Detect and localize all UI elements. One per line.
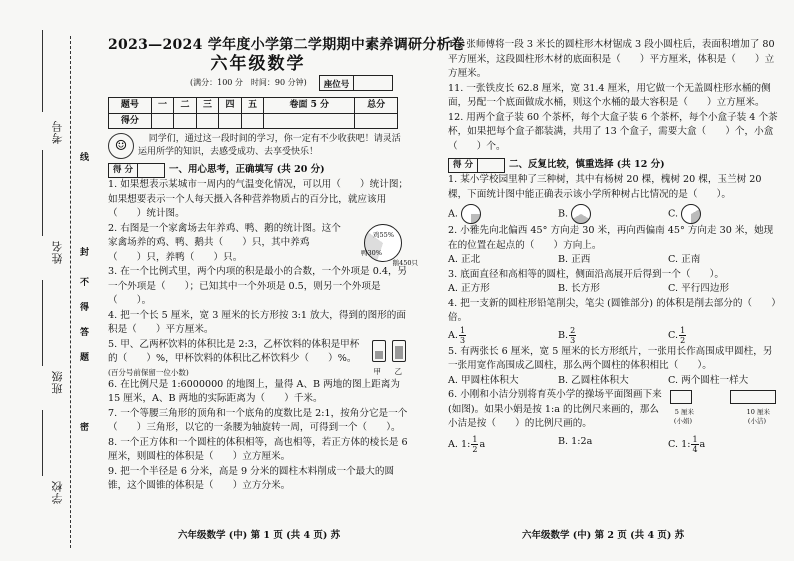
map-rect-xiaojuan (670, 390, 692, 404)
seal-char: 线 (80, 153, 90, 163)
option-a[interactable] (448, 326, 558, 345)
right-page (448, 38, 778, 454)
score-cell[interactable] (355, 113, 398, 129)
score-header-cell: 卷面 5 分 (264, 98, 355, 114)
score-header-cell: 一 (151, 98, 174, 114)
mc-question-3 (448, 268, 778, 297)
question-11 (448, 82, 778, 111)
option-c[interactable]: C. 正南 (668, 254, 701, 265)
option-a[interactable]: A. 正方形 (448, 283, 490, 294)
question-2 (108, 222, 418, 267)
option-b[interactable]: B. 正西 (558, 254, 591, 265)
denominator: 4 (692, 444, 698, 454)
section-1-header (108, 163, 408, 178)
footer-left: 六年级数学 (中) 第 1 页 (共 4 页) 苏 (178, 530, 341, 541)
option-c[interactable] (668, 204, 778, 224)
question-12 (448, 111, 778, 155)
seal-char: 得 (80, 303, 90, 313)
exam-title: 2023—2024 学年度小学第二学期期中素养调研分析卷 (108, 37, 466, 53)
question-text: 4. 把一支新的圆柱形铅笔削尖，笔尖 (圆锥部分) 的体积是削去部分的（ ）倍。 (448, 297, 776, 323)
map-label: 10 厘米 (746, 408, 770, 416)
cup-label-jia: 甲 (373, 366, 381, 376)
question-text: 1. 如果想表示某城市一周内的气温变化情况，可以用（ ）统计图；如果想要表示一个人每天摄入各种营养物质占的百分比，就应该用（ ）统计图。 (108, 179, 409, 219)
question-9 (108, 465, 408, 494)
seal-char: 答 (80, 328, 90, 338)
score-header-cell: 四 (219, 98, 242, 114)
question-text: 5. 有两张长 6 厘米，宽 5 厘米的长方形纸片，一张用长作高围成甲圆柱，另一张用宽作高围成乙圆柱，那么两个圆柱的体积相比（ ）。 (448, 345, 773, 371)
numerator: 2 (570, 325, 576, 335)
section-2-title: 二、反复比较，慎重选择 (共 12 分) (508, 159, 665, 171)
map-label: (小娟) (673, 417, 692, 425)
section-2-header (448, 158, 778, 173)
denominator: 2 (472, 444, 478, 454)
seal-char: 不 (80, 278, 90, 288)
score-cell[interactable] (174, 113, 197, 129)
section-score-box[interactable] (108, 163, 165, 178)
denominator: 3 (459, 335, 466, 345)
class-blank (42, 280, 43, 366)
question-6 (108, 378, 408, 407)
score-cell[interactable] (241, 113, 264, 129)
option-label: C. (668, 329, 679, 341)
score-cell[interactable] (264, 113, 355, 129)
fraction (459, 326, 466, 345)
question-text: 9. 把一个半径是 6 分米，高是 9 分米的圆柱木料削成一个最大的圆锥，这个圆锥的体积是（ ）立方分米。 (108, 465, 395, 491)
seal-char: 题 (80, 353, 90, 363)
pie-label-chicken: 鸡55% (373, 230, 394, 239)
numerator: 1 (680, 325, 686, 335)
score-table-header-row (109, 98, 398, 114)
question-text: 11. 一张铁皮长 62.8 厘米，宽 31.4 厘米，用它做一个无盖圆柱形水桶的侧面，另配一个底面做成水桶，则这个水桶的最大容积是（ ）立方厘米。 (448, 82, 771, 108)
fraction (691, 435, 698, 454)
cup-jia-icon (372, 340, 386, 362)
option-b[interactable] (558, 326, 668, 345)
numerator: 1 (472, 434, 478, 444)
question-5 (108, 338, 408, 378)
score-cell[interactable] (151, 113, 174, 129)
option-b[interactable]: B. 乙圆柱体积大 (558, 374, 629, 386)
denominator: 2 (680, 335, 686, 345)
class-label: 班级 (51, 370, 64, 394)
exam-no-label: 考号 (51, 120, 64, 144)
option-b[interactable]: B. 1:2a (558, 435, 593, 447)
seal-char: 封 (80, 248, 90, 258)
numerator: 1 (692, 434, 698, 444)
question-3 (108, 265, 408, 309)
question-text: 8. 一个正方体和一个圆柱的体积相等，高也相等，若正方体的棱长是 6 厘米，则圆柱的体积是（ ）立方厘米。 (108, 436, 408, 462)
name-blank (42, 150, 43, 236)
option-label: C. (668, 208, 679, 220)
exam-subtitle: 六年级数学 (210, 53, 306, 74)
question-text: 5. 甲、乙两杯饮料的体积比是 2:3，乙杯饮料的体积是甲杯的（ ）%，甲杯饮料的体积比乙杯饮料少（ ）%。 (108, 338, 360, 364)
mc-question-4 (448, 297, 778, 345)
score-box-label: 得 分 (109, 164, 138, 177)
pie-option-icon (461, 204, 481, 224)
option-b[interactable] (558, 204, 668, 224)
score-header-cell: 五 (241, 98, 264, 114)
numerator: 1 (459, 325, 466, 335)
map-rect-xiaojie (730, 390, 776, 404)
notice (108, 133, 408, 159)
score-header-cell: 三 (196, 98, 219, 114)
mc-question-1 (448, 173, 778, 224)
school-blank (42, 410, 43, 476)
denominator: 3 (570, 335, 576, 345)
mc-question-6 (448, 388, 778, 454)
cup-note: (百分号前保留一位小数) (108, 367, 189, 377)
question-text: 3. 底面直径和高相等的圆柱，侧面沿高展开后得到一个（ ）。 (448, 268, 725, 280)
score-cell[interactable] (196, 113, 219, 129)
question-text: 6. 小刚和小洁分别将育英小学的操场平面图画下来 (如图)。如果小娟是按 1:a 的比例尺来画的，那么小洁是按（ ）的比例尺画的。 (448, 389, 662, 429)
score-header-cell: 题号 (109, 98, 152, 114)
pie-option-icon (681, 204, 701, 224)
option-label: A. (448, 208, 458, 220)
option-b[interactable]: B. 长方形 (558, 283, 600, 294)
school-label: 学校 (51, 480, 64, 504)
exam-meta: (满分：100 分 时间：90 分钟) (190, 77, 307, 87)
map-label: (小洁) (747, 417, 766, 425)
pie-label-goose: 鹅450只 (392, 258, 418, 267)
question-1 (108, 178, 408, 222)
option-c[interactable] (668, 435, 778, 454)
question-text: 2. 右图是一个家禽场去年养鸡、鸭、鹅的统计图。这个家禽场养的鸡、鸭、鹅共（ ）只，其中养鸡（ ）只，养鸭（ ）只。 (108, 222, 341, 263)
score-header-cell: 总分 (355, 98, 398, 114)
fraction (569, 326, 576, 345)
option-label: C. 1: (668, 438, 691, 450)
option-label: A. (448, 329, 458, 341)
question-8 (108, 436, 408, 465)
cup-yi-icon (392, 340, 406, 362)
score-row-label: 得分 (109, 113, 152, 129)
section-1-title: 一、用心思考，正确填写 (共 20 分) (168, 164, 325, 176)
option-a[interactable] (448, 435, 558, 454)
question-text: 7. 一个等腰三角形的顶角和一个底角的度数比是 2:1，按角分它是一个（ ）三角形，以它的一条腰为轴旋转一周，可得到一个（ ）。 (108, 407, 408, 433)
option-c[interactable]: C. 平行四边形 (668, 283, 730, 294)
question-10 (448, 38, 778, 82)
fraction (679, 326, 686, 345)
question-text: 12. 用两个盒子装 60 个茶杯，每个大盒子装 6 个茶杯，每个小盒子装 4 个茶杯，如果把每个盒子都装满，共用了 13 个盒子，需要大盒（ ）个，小盒（ ）个。 (448, 111, 778, 152)
score-box-label: 得 分 (449, 159, 478, 172)
fraction (471, 435, 478, 454)
question-7 (108, 407, 408, 436)
option-a[interactable]: A. 正北 (448, 254, 481, 265)
name-label: 姓名 (51, 240, 64, 264)
option-suffix: a (699, 438, 706, 450)
footer-right: 六年级数学 (中) 第 2 页 (共 4 页) 苏 (522, 530, 685, 541)
binding-strip (0, 0, 100, 561)
question-4 (108, 309, 408, 338)
map-label: 5 厘米 (674, 408, 694, 416)
question-text: 1. 某小学校园里种了三种树，其中有杨树 20 棵，槐树 20 棵，玉兰树 20 棵，下面统计图中能正确表示该小学所种树占比情况的是（ ）。 (448, 174, 762, 200)
seal-char: 密 (80, 423, 90, 433)
seal-line (70, 36, 71, 548)
student-avatar-icon: ☺ (108, 133, 134, 159)
question-text: 10. 张师傅将一段 3 米长的圆柱形木材锯成 3 段小圆柱后，表面积增加了 80 平方厘米，这段圆柱形木材的底面积是（ ）平方厘米，体积是（ ）立方厘米。 (448, 39, 775, 79)
option-c[interactable]: C. 两个圆柱一样大 (668, 374, 749, 386)
exam-no-blank (42, 30, 43, 112)
question-text: 2. 小雅先向北偏西 45° 方向走 30 米，再向西偏南 45° 方向走 30 米，她现在的位置在起点的（ ）方向上。 (448, 225, 774, 251)
option-label: A. 1: (448, 438, 471, 450)
score-cell[interactable] (219, 113, 242, 129)
question-text: 6. 在比例尺是 1:6000000 的地图上，量得 A、B 两地的图上距离为 15 厘米，A、B 两地的实际距离为（ ）千米。 (108, 378, 400, 404)
score-table (108, 97, 398, 129)
option-c[interactable] (668, 326, 778, 345)
pie-label-duck: 鸭30% (361, 248, 382, 257)
cup-label-yi: 乙 (394, 366, 402, 376)
mc-question-2 (448, 224, 778, 268)
pie-option-icon (571, 204, 591, 224)
option-label: B. (558, 208, 569, 220)
score-table-score-row (109, 113, 398, 129)
score-header-cell: 二 (174, 98, 197, 114)
seat-number-box[interactable] (319, 75, 394, 91)
option-suffix: a (479, 438, 486, 450)
seat-number-label: 座位号 (320, 76, 355, 90)
option-label: B. (558, 329, 569, 341)
section-score-box[interactable] (448, 158, 505, 173)
mc-question-5 (448, 345, 778, 389)
option-a[interactable]: A. 甲圆柱体积大 (448, 374, 519, 386)
question-text: 4. 把一个长 5 厘米，宽 3 厘米的长方形按 3:1 放大，得到的图形的面积是（ ）平方厘米。 (108, 309, 406, 335)
option-a[interactable] (448, 204, 558, 224)
question-text: 3. 在一个比例式里，两个内项的积是最小的合数，一个外项是 0.4，另一个外项是（ ）；已知其中一个外项是 0.5，则另一个外项是（ ）。 (108, 266, 408, 306)
notice-text: 同学们，通过这一段时间的学习，你一定有不少收获吧！请灵活运用所学的知识，去感受成功、去享受快乐！ (138, 134, 401, 157)
